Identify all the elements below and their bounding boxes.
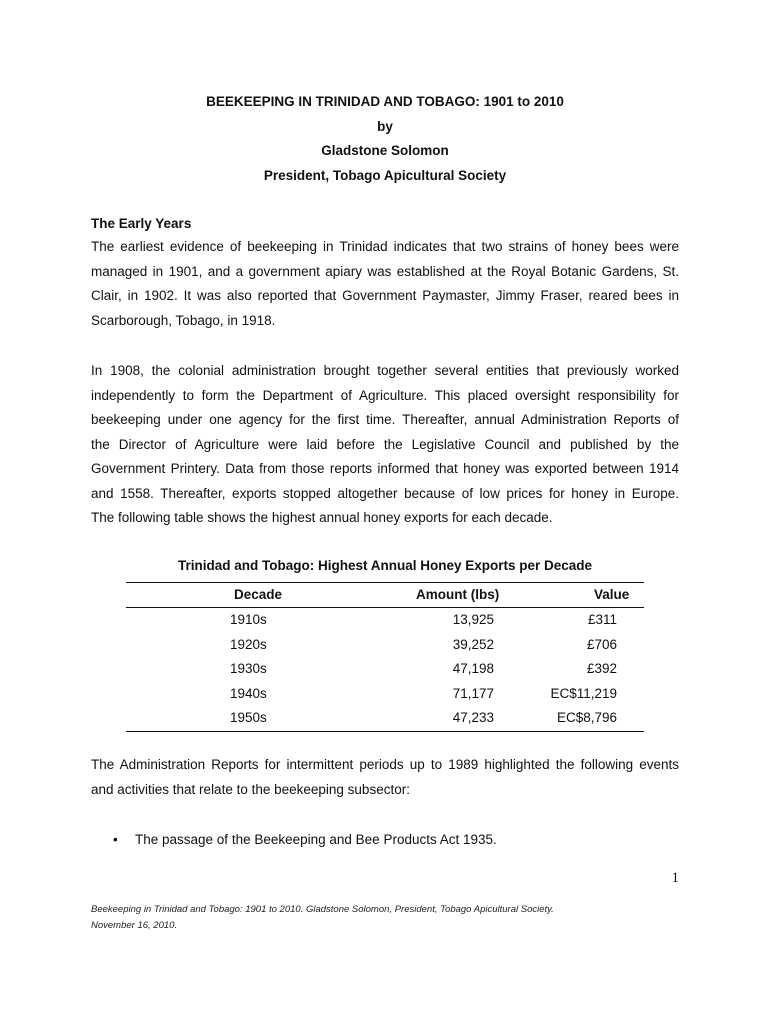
paragraph-line: and activities that relate to the beekeeping subsector: <box>91 781 410 797</box>
cell-value: £706 <box>586 636 617 652</box>
paragraph-line: beekeeping under one agency for the first time. Thereafter, annual Administration Reports of <box>91 412 679 427</box>
paragraph-early-evidence <box>91 235 679 333</box>
paragraph-line: independently to form the Department of Agriculture. This placed oversight responsibility for <box>91 387 679 403</box>
table-row <box>126 608 644 633</box>
author-name: Gladstone Solomon <box>321 143 449 158</box>
cell-amount: 39,252 <box>452 636 494 652</box>
cell-value: £392 <box>586 661 617 676</box>
author-affiliation: President, Tobago Apicultural Society <box>263 167 507 183</box>
cell-amount: 71,177 <box>452 685 494 701</box>
paragraph-line: The earliest evidence of beekeeping in Trinidad indicates that two strains of honey bees were <box>91 239 679 254</box>
bullet-list <box>113 828 497 852</box>
list-item <box>113 828 497 852</box>
paragraph-administration-reports <box>91 753 679 802</box>
paragraph-line: the Director of Agriculture were laid before the Legislative Council and published by the <box>91 436 679 452</box>
cell-amount: 47,198 <box>452 661 494 676</box>
paragraph-line: Government Printery. Data from those reports informed that honey was exported between 1914 <box>91 461 679 476</box>
table-row <box>126 657 644 682</box>
table-header-row <box>126 583 644 608</box>
page-number: 1 <box>671 870 679 886</box>
header-amount: Amount (lbs) <box>416 587 500 602</box>
paragraph-line: managed in 1901, and a government apiary was established at the Royal Botanic Gardens, St. <box>91 263 679 279</box>
list-item-text: The passage of the Beekeeping and Bee Products Act 1935. <box>135 832 497 847</box>
document-title: BEEKEEPING IN TRINIDAD AND TOBAGO: 1901 to 2010 <box>206 94 564 109</box>
footer-citation: Beekeeping in Trinidad and Tobago: 1901 to 2010. Gladstone Solomon, President, Tobago Apicultural Society. <box>91 904 554 915</box>
title-by: by <box>377 118 393 134</box>
cell-decade: 1920s <box>230 636 267 652</box>
paragraph-department-agriculture <box>91 359 679 531</box>
table-row <box>126 706 644 731</box>
table-caption: Trinidad and Tobago: Highest Annual Honey Exports per Decade <box>177 558 593 573</box>
cell-value: £311 <box>587 612 617 627</box>
cell-decade: 1930s <box>230 661 267 676</box>
cell-decade: 1950s <box>230 710 267 725</box>
cell-decade: 1910s <box>230 612 267 627</box>
footer-date: November 16, 2010. <box>91 920 178 931</box>
paragraph-line: and 1558. Thereafter, exports stopped altogether because of low prices for honey in Europe. <box>91 485 679 501</box>
cell-value: EC$11,219 <box>550 685 617 701</box>
cell-decade: 1940s <box>230 685 267 701</box>
header-decade: Decade <box>234 587 283 602</box>
honey-exports-table <box>126 582 644 732</box>
title-block <box>91 90 679 188</box>
table-row <box>126 633 644 658</box>
section-heading: The Early Years <box>91 216 192 231</box>
cell-amount: 13,925 <box>452 612 494 627</box>
cell-amount: 47,233 <box>452 710 494 725</box>
table-bottom-rule <box>126 731 644 732</box>
paragraph-line: Clair, in 1902. It was also reported that Government Paymaster, Jimmy Fraser, reared bees in <box>91 288 679 303</box>
table-row <box>126 682 644 707</box>
paragraph-line: In 1908, the colonial administration brought together several entities that previously worked <box>91 363 679 378</box>
paragraph-line: The Administration Reports for intermittent periods up to 1989 highlighted the following events <box>91 757 679 772</box>
paragraph-line: Scarborough, Tobago, in 1918. <box>91 312 276 328</box>
page-footer <box>91 902 554 934</box>
bullet-icon: • <box>113 832 118 847</box>
paragraph-line: The following table shows the highest annual honey exports for each decade. <box>91 510 553 525</box>
cell-value: EC$8,796 <box>556 710 617 725</box>
header-value: Value <box>594 587 630 602</box>
